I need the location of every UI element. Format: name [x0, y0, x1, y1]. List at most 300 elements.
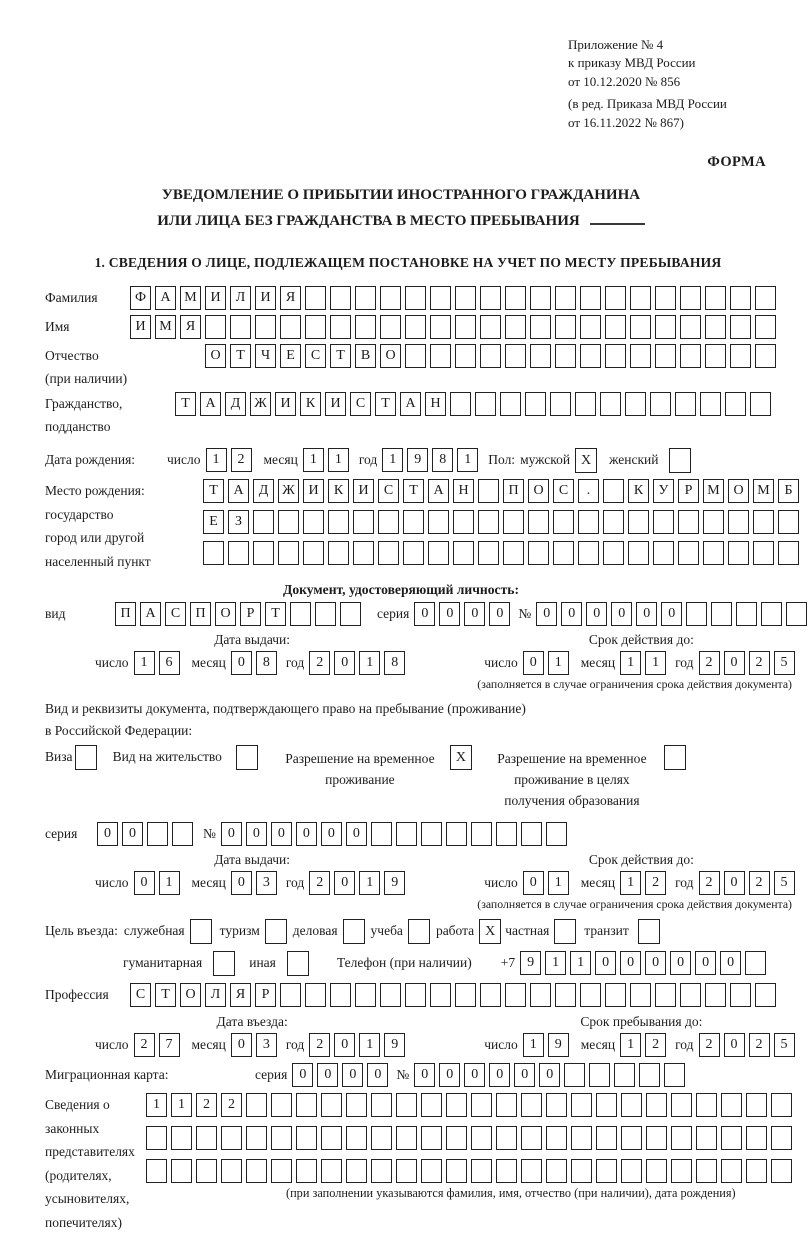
char-cell[interactable]: 0	[724, 651, 745, 675]
char-cell[interactable]	[455, 315, 476, 339]
char-cell[interactable]: 0	[464, 1063, 485, 1087]
char-cell[interactable]: 0	[342, 1063, 363, 1087]
char-cell[interactable]	[521, 1159, 542, 1183]
char-cell[interactable]: 0	[695, 951, 716, 975]
char-cell[interactable]: 9	[548, 1033, 569, 1057]
char-cell[interactable]: Д	[225, 392, 246, 416]
char-cell[interactable]	[278, 510, 299, 534]
char-cell[interactable]	[521, 822, 542, 846]
char-cell[interactable]: С	[130, 983, 151, 1007]
char-cell[interactable]	[146, 1159, 167, 1183]
char-cell[interactable]: 0	[221, 822, 242, 846]
char-cell[interactable]: Е	[280, 344, 301, 368]
char-cell[interactable]	[730, 315, 751, 339]
char-cell[interactable]	[396, 1093, 417, 1117]
char-cell[interactable]	[580, 344, 601, 368]
char-cell[interactable]: 1	[548, 871, 569, 895]
char-cell[interactable]: Е	[203, 510, 224, 534]
char-cell[interactable]: 0	[246, 822, 267, 846]
char-cell[interactable]	[303, 510, 324, 534]
char-cell[interactable]: 0	[464, 602, 485, 626]
purpose-humanitarian-checkbox[interactable]	[213, 951, 235, 976]
char-cell[interactable]	[550, 392, 571, 416]
char-cell[interactable]	[346, 1159, 367, 1183]
char-cell[interactable]	[330, 286, 351, 310]
char-cell[interactable]: С	[305, 344, 326, 368]
char-cell[interactable]	[478, 510, 499, 534]
char-cell[interactable]: 3	[256, 871, 277, 895]
char-cell[interactable]: А	[200, 392, 221, 416]
char-cell[interactable]: З	[228, 510, 249, 534]
char-cell[interactable]	[546, 1126, 567, 1150]
char-cell[interactable]: 1	[545, 951, 566, 975]
char-cell[interactable]	[480, 286, 501, 310]
char-cell[interactable]: 7	[159, 1033, 180, 1057]
char-cell[interactable]: Б	[778, 479, 799, 503]
char-cell[interactable]	[555, 315, 576, 339]
char-cell[interactable]	[705, 983, 726, 1007]
char-cell[interactable]	[421, 1159, 442, 1183]
char-cell[interactable]	[280, 983, 301, 1007]
char-cell[interactable]	[778, 541, 799, 565]
sex-female-checkbox[interactable]	[669, 448, 691, 473]
char-cell[interactable]: О	[528, 479, 549, 503]
char-cell[interactable]	[755, 983, 776, 1007]
char-cell[interactable]: Н	[425, 392, 446, 416]
char-cell[interactable]: Л	[230, 286, 251, 310]
char-cell[interactable]	[305, 286, 326, 310]
char-cell[interactable]	[453, 510, 474, 534]
char-cell[interactable]	[403, 510, 424, 534]
char-cell[interactable]: И	[353, 479, 374, 503]
char-cell[interactable]: 0	[321, 822, 342, 846]
char-cell[interactable]: 0	[645, 951, 666, 975]
char-cell[interactable]: Н	[453, 479, 474, 503]
char-cell[interactable]	[564, 1063, 585, 1087]
char-cell[interactable]: Ж	[250, 392, 271, 416]
char-cell[interactable]	[730, 983, 751, 1007]
char-cell[interactable]	[571, 1093, 592, 1117]
char-cell[interactable]	[703, 541, 724, 565]
char-cell[interactable]: С	[378, 479, 399, 503]
char-cell[interactable]: 8	[384, 651, 405, 675]
char-cell[interactable]	[730, 286, 751, 310]
char-cell[interactable]	[321, 1159, 342, 1183]
char-cell[interactable]	[305, 983, 326, 1007]
char-cell[interactable]	[505, 983, 526, 1007]
char-cell[interactable]	[446, 1126, 467, 1150]
char-cell[interactable]: 1	[359, 651, 380, 675]
char-cell[interactable]	[471, 822, 492, 846]
char-cell[interactable]: 2	[231, 448, 252, 472]
char-cell[interactable]	[589, 1063, 610, 1087]
char-cell[interactable]	[705, 286, 726, 310]
char-cell[interactable]	[603, 541, 624, 565]
char-cell[interactable]	[503, 510, 524, 534]
char-cell[interactable]: 0	[523, 651, 544, 675]
char-cell[interactable]: 0	[346, 822, 367, 846]
char-cell[interactable]: 2	[699, 1033, 720, 1057]
char-cell[interactable]: 0	[296, 822, 317, 846]
char-cell[interactable]	[755, 286, 776, 310]
char-cell[interactable]	[421, 1126, 442, 1150]
char-cell[interactable]: 1	[620, 871, 641, 895]
char-cell[interactable]: 1	[206, 448, 227, 472]
char-cell[interactable]	[147, 822, 168, 846]
char-cell[interactable]	[296, 1159, 317, 1183]
char-cell[interactable]: Т	[155, 983, 176, 1007]
char-cell[interactable]: 2	[196, 1093, 217, 1117]
char-cell[interactable]: 9	[407, 448, 428, 472]
char-cell[interactable]	[646, 1159, 667, 1183]
char-cell[interactable]	[355, 286, 376, 310]
char-cell[interactable]: Т	[403, 479, 424, 503]
char-cell[interactable]: 0	[367, 1063, 388, 1087]
char-cell[interactable]	[721, 1093, 742, 1117]
char-cell[interactable]	[750, 392, 771, 416]
char-cell[interactable]: Т	[375, 392, 396, 416]
char-cell[interactable]	[721, 1159, 742, 1183]
char-cell[interactable]: Т	[175, 392, 196, 416]
char-cell[interactable]	[625, 392, 646, 416]
char-cell[interactable]	[571, 1126, 592, 1150]
char-cell[interactable]: 2	[699, 871, 720, 895]
char-cell[interactable]: О	[215, 602, 236, 626]
char-cell[interactable]: И	[130, 315, 151, 339]
char-cell[interactable]	[371, 822, 392, 846]
char-cell[interactable]	[505, 344, 526, 368]
char-cell[interactable]	[475, 392, 496, 416]
char-cell[interactable]	[680, 315, 701, 339]
char-cell[interactable]: К	[300, 392, 321, 416]
purpose-private-checkbox[interactable]	[554, 919, 576, 944]
char-cell[interactable]	[446, 822, 467, 846]
char-cell[interactable]	[380, 983, 401, 1007]
char-cell[interactable]	[321, 1093, 342, 1117]
char-cell[interactable]	[655, 315, 676, 339]
char-cell[interactable]: П	[115, 602, 136, 626]
char-cell[interactable]	[290, 602, 311, 626]
char-cell[interactable]	[721, 1126, 742, 1150]
char-cell[interactable]: Т	[203, 479, 224, 503]
char-cell[interactable]	[678, 510, 699, 534]
char-cell[interactable]	[786, 602, 807, 626]
char-cell[interactable]	[455, 983, 476, 1007]
char-cell[interactable]: 1	[328, 448, 349, 472]
char-cell[interactable]: 0	[334, 871, 355, 895]
char-cell[interactable]: 0	[271, 822, 292, 846]
char-cell[interactable]	[664, 1063, 685, 1087]
char-cell[interactable]	[696, 1093, 717, 1117]
char-cell[interactable]: 5	[774, 1033, 795, 1057]
char-cell[interactable]	[528, 541, 549, 565]
char-cell[interactable]: Ч	[255, 344, 276, 368]
char-cell[interactable]	[505, 286, 526, 310]
char-cell[interactable]: 0	[724, 1033, 745, 1057]
char-cell[interactable]	[146, 1126, 167, 1150]
char-cell[interactable]	[603, 510, 624, 534]
char-cell[interactable]	[771, 1093, 792, 1117]
char-cell[interactable]: 2	[749, 871, 770, 895]
char-cell[interactable]: 0	[231, 651, 252, 675]
char-cell[interactable]: С	[165, 602, 186, 626]
char-cell[interactable]	[628, 541, 649, 565]
char-cell[interactable]: 0	[231, 871, 252, 895]
char-cell[interactable]: 0	[670, 951, 691, 975]
char-cell[interactable]: .	[578, 479, 599, 503]
char-cell[interactable]: 2	[749, 1033, 770, 1057]
char-cell[interactable]: С	[350, 392, 371, 416]
char-cell[interactable]	[430, 983, 451, 1007]
char-cell[interactable]	[353, 541, 374, 565]
char-cell[interactable]: 0	[334, 651, 355, 675]
char-cell[interactable]	[700, 392, 721, 416]
char-cell[interactable]	[172, 822, 193, 846]
char-cell[interactable]	[278, 541, 299, 565]
char-cell[interactable]: И	[205, 286, 226, 310]
char-cell[interactable]	[296, 1126, 317, 1150]
char-cell[interactable]	[600, 392, 621, 416]
char-cell[interactable]	[646, 1126, 667, 1150]
char-cell[interactable]: П	[190, 602, 211, 626]
char-cell[interactable]	[671, 1126, 692, 1150]
char-cell[interactable]: 1	[134, 651, 155, 675]
char-cell[interactable]	[621, 1126, 642, 1150]
char-cell[interactable]	[580, 286, 601, 310]
char-cell[interactable]: 0	[636, 602, 657, 626]
char-cell[interactable]	[555, 983, 576, 1007]
char-cell[interactable]: 2	[309, 651, 330, 675]
purpose-transit-checkbox[interactable]	[638, 919, 660, 944]
char-cell[interactable]	[614, 1063, 635, 1087]
char-cell[interactable]: 0	[724, 871, 745, 895]
char-cell[interactable]	[271, 1126, 292, 1150]
char-cell[interactable]	[605, 286, 626, 310]
char-cell[interactable]	[653, 541, 674, 565]
char-cell[interactable]: 1	[146, 1093, 167, 1117]
char-cell[interactable]	[553, 541, 574, 565]
char-cell[interactable]	[305, 315, 326, 339]
char-cell[interactable]	[678, 541, 699, 565]
char-cell[interactable]: Д	[253, 479, 274, 503]
char-cell[interactable]: И	[325, 392, 346, 416]
char-cell[interactable]	[480, 983, 501, 1007]
char-cell[interactable]: 0	[439, 602, 460, 626]
char-cell[interactable]	[696, 1159, 717, 1183]
char-cell[interactable]	[528, 510, 549, 534]
char-cell[interactable]: 2	[645, 871, 666, 895]
char-cell[interactable]	[371, 1126, 392, 1150]
char-cell[interactable]	[639, 1063, 660, 1087]
char-cell[interactable]	[355, 315, 376, 339]
char-cell[interactable]	[621, 1159, 642, 1183]
char-cell[interactable]	[525, 392, 546, 416]
char-cell[interactable]: О	[728, 479, 749, 503]
char-cell[interactable]: К	[328, 479, 349, 503]
char-cell[interactable]	[746, 1093, 767, 1117]
char-cell[interactable]	[405, 344, 426, 368]
char-cell[interactable]: М	[180, 286, 201, 310]
char-cell[interactable]	[630, 315, 651, 339]
char-cell[interactable]: 2	[749, 651, 770, 675]
char-cell[interactable]: 9	[384, 1033, 405, 1057]
char-cell[interactable]	[630, 983, 651, 1007]
char-cell[interactable]: М	[753, 479, 774, 503]
char-cell[interactable]: 0	[317, 1063, 338, 1087]
char-cell[interactable]	[296, 1093, 317, 1117]
char-cell[interactable]: 3	[256, 1033, 277, 1057]
char-cell[interactable]	[730, 344, 751, 368]
char-cell[interactable]	[430, 315, 451, 339]
char-cell[interactable]	[171, 1126, 192, 1150]
char-cell[interactable]: И	[255, 286, 276, 310]
char-cell[interactable]	[378, 510, 399, 534]
char-cell[interactable]	[596, 1093, 617, 1117]
char-cell[interactable]	[280, 315, 301, 339]
char-cell[interactable]	[478, 541, 499, 565]
char-cell[interactable]: 2	[134, 1033, 155, 1057]
char-cell[interactable]: О	[180, 983, 201, 1007]
char-cell[interactable]: В	[355, 344, 376, 368]
char-cell[interactable]	[753, 510, 774, 534]
title-blank[interactable]	[590, 211, 645, 225]
char-cell[interactable]	[255, 315, 276, 339]
char-cell[interactable]	[771, 1126, 792, 1150]
char-cell[interactable]	[253, 510, 274, 534]
char-cell[interactable]	[725, 392, 746, 416]
char-cell[interactable]	[655, 983, 676, 1007]
char-cell[interactable]: 1	[359, 1033, 380, 1057]
char-cell[interactable]: 5	[774, 651, 795, 675]
char-cell[interactable]: И	[303, 479, 324, 503]
char-cell[interactable]	[303, 541, 324, 565]
char-cell[interactable]: 6	[159, 651, 180, 675]
char-cell[interactable]	[421, 822, 442, 846]
char-cell[interactable]: 0	[231, 1033, 252, 1057]
char-cell[interactable]	[246, 1093, 267, 1117]
char-cell[interactable]	[496, 822, 517, 846]
char-cell[interactable]: Т	[330, 344, 351, 368]
char-cell[interactable]: 2	[309, 871, 330, 895]
char-cell[interactable]	[321, 1126, 342, 1150]
char-cell[interactable]	[228, 541, 249, 565]
char-cell[interactable]	[630, 286, 651, 310]
char-cell[interactable]	[471, 1159, 492, 1183]
char-cell[interactable]: 8	[256, 651, 277, 675]
char-cell[interactable]: 1	[159, 871, 180, 895]
char-cell[interactable]	[421, 1093, 442, 1117]
char-cell[interactable]	[396, 1159, 417, 1183]
char-cell[interactable]: 0	[611, 602, 632, 626]
rvp-checkbox[interactable]: X	[450, 745, 472, 770]
char-cell[interactable]	[736, 602, 757, 626]
char-cell[interactable]	[355, 983, 376, 1007]
char-cell[interactable]: С	[553, 479, 574, 503]
char-cell[interactable]: 9	[520, 951, 541, 975]
char-cell[interactable]	[471, 1126, 492, 1150]
purpose-business-checkbox[interactable]	[343, 919, 365, 944]
char-cell[interactable]	[405, 983, 426, 1007]
char-cell[interactable]	[221, 1159, 242, 1183]
char-cell[interactable]	[455, 286, 476, 310]
char-cell[interactable]	[196, 1126, 217, 1150]
char-cell[interactable]: 2	[221, 1093, 242, 1117]
char-cell[interactable]	[605, 983, 626, 1007]
char-cell[interactable]: 1	[171, 1093, 192, 1117]
char-cell[interactable]	[680, 286, 701, 310]
char-cell[interactable]: 0	[489, 602, 510, 626]
char-cell[interactable]: 1	[620, 1033, 641, 1057]
char-cell[interactable]: Р	[240, 602, 261, 626]
char-cell[interactable]	[428, 510, 449, 534]
char-cell[interactable]: 0	[97, 822, 118, 846]
char-cell[interactable]: М	[703, 479, 724, 503]
char-cell[interactable]: А	[428, 479, 449, 503]
char-cell[interactable]	[521, 1093, 542, 1117]
char-cell[interactable]	[455, 344, 476, 368]
char-cell[interactable]	[430, 286, 451, 310]
char-cell[interactable]	[530, 315, 551, 339]
char-cell[interactable]	[575, 392, 596, 416]
char-cell[interactable]: 0	[620, 951, 641, 975]
char-cell[interactable]	[705, 344, 726, 368]
char-cell[interactable]: 1	[303, 448, 324, 472]
char-cell[interactable]	[446, 1159, 467, 1183]
char-cell[interactable]: 0	[586, 602, 607, 626]
char-cell[interactable]	[450, 392, 471, 416]
char-cell[interactable]	[271, 1093, 292, 1117]
char-cell[interactable]	[330, 983, 351, 1007]
char-cell[interactable]	[746, 1159, 767, 1183]
char-cell[interactable]	[353, 510, 374, 534]
char-cell[interactable]: И	[275, 392, 296, 416]
char-cell[interactable]	[253, 541, 274, 565]
char-cell[interactable]	[505, 315, 526, 339]
char-cell[interactable]: О	[380, 344, 401, 368]
char-cell[interactable]	[521, 1126, 542, 1150]
char-cell[interactable]: Ж	[278, 479, 299, 503]
char-cell[interactable]: 1	[645, 651, 666, 675]
char-cell[interactable]	[328, 541, 349, 565]
char-cell[interactable]: 0	[536, 602, 557, 626]
char-cell[interactable]	[671, 1093, 692, 1117]
char-cell[interactable]	[596, 1159, 617, 1183]
char-cell[interactable]	[696, 1126, 717, 1150]
purpose-work-checkbox[interactable]: X	[479, 919, 501, 944]
char-cell[interactable]	[728, 510, 749, 534]
char-cell[interactable]	[605, 344, 626, 368]
char-cell[interactable]	[571, 1159, 592, 1183]
char-cell[interactable]	[671, 1159, 692, 1183]
char-cell[interactable]	[746, 1126, 767, 1150]
char-cell[interactable]	[203, 541, 224, 565]
residence-permit-checkbox[interactable]	[236, 745, 258, 770]
char-cell[interactable]	[650, 392, 671, 416]
char-cell[interactable]	[621, 1093, 642, 1117]
char-cell[interactable]	[346, 1126, 367, 1150]
char-cell[interactable]	[330, 315, 351, 339]
char-cell[interactable]: Я	[280, 286, 301, 310]
char-cell[interactable]	[403, 541, 424, 565]
char-cell[interactable]	[496, 1126, 517, 1150]
char-cell[interactable]	[205, 315, 226, 339]
char-cell[interactable]	[546, 1159, 567, 1183]
char-cell[interactable]	[471, 1093, 492, 1117]
char-cell[interactable]: 0	[334, 1033, 355, 1057]
char-cell[interactable]	[496, 1093, 517, 1117]
char-cell[interactable]	[596, 1126, 617, 1150]
char-cell[interactable]	[686, 602, 707, 626]
